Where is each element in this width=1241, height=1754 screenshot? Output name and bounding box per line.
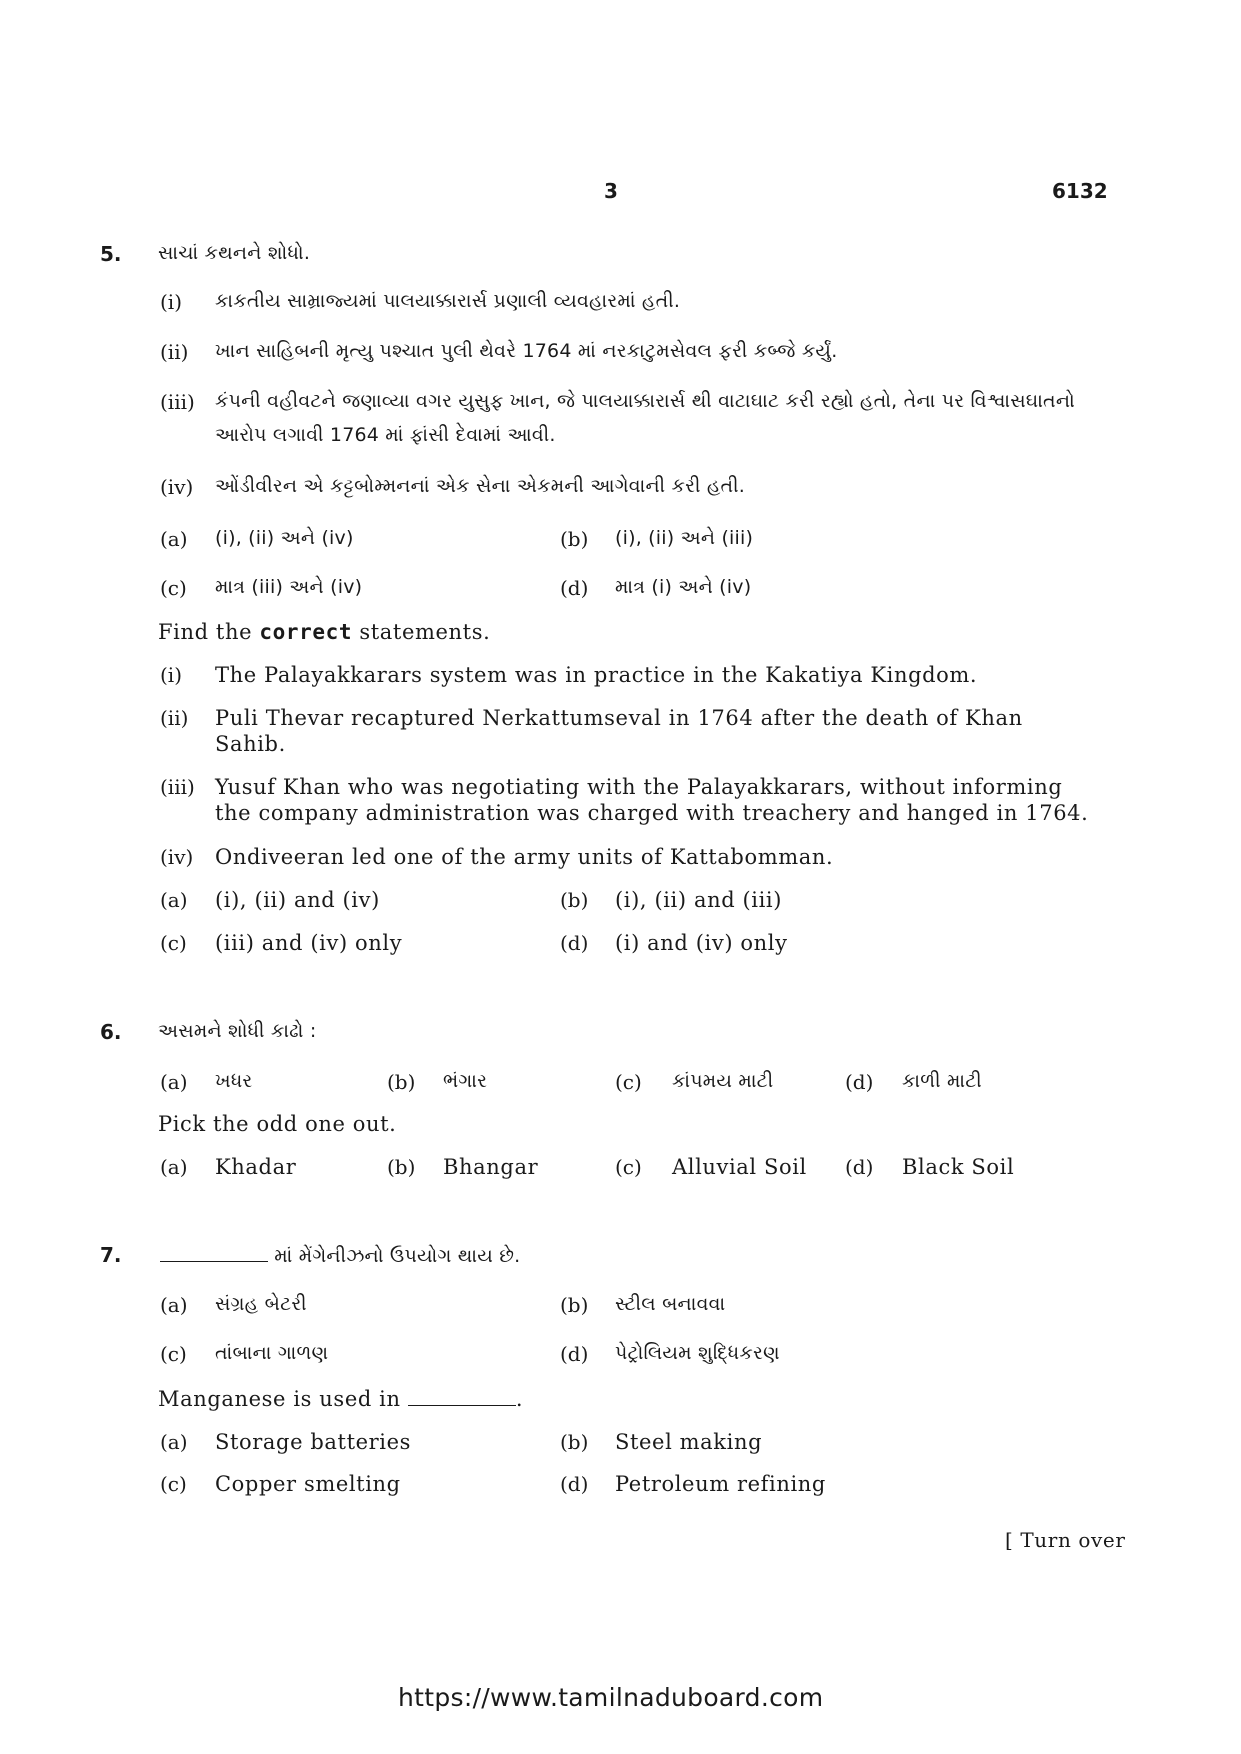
q5-en-stmt-text: Ondiveeran led one of the army units of Kattabomman. xyxy=(215,845,834,869)
q5-gu-stmt-label: (iv) xyxy=(160,475,194,499)
q7-gu-option-d: પેટ્રોલિયમ શુદ્ધિકરણ xyxy=(615,1342,780,1364)
q5-gu-option-a: (i), (ii) અને (iv) xyxy=(215,527,354,549)
q6-gu-option-label: (a) xyxy=(160,1070,188,1094)
footer-url: https://www.tamilnaduboard.com xyxy=(398,1683,824,1712)
q5-en-prompt-bold: correct xyxy=(259,620,353,644)
q6-en-option-label: (b) xyxy=(387,1155,416,1179)
q5-en-option-c: (iii) and (iv) only xyxy=(215,931,403,955)
q5-gu-stmt-text-cont: આરોપ લગાવી 1764 માં ફાંસી દેવામાં આવી. xyxy=(215,424,556,446)
q5-gu-stmt-text: કાકતીય સામ્રાજ્યમાં પાલયાક્કારાર્સ પ્રણાલી વ્યવહારમાં હતી. xyxy=(215,290,681,312)
q7-en-option-b: Steel making xyxy=(615,1430,763,1454)
q6-en-option-label: (c) xyxy=(615,1155,642,1179)
q5-en-stmt-text: Puli Thevar recaptured Nerkattumseval in 1764 after the death of Khan xyxy=(215,706,1023,730)
q7-en-option-label: (c) xyxy=(160,1472,187,1496)
q6-gu-option-c: કાંપમય માટી xyxy=(672,1070,774,1092)
q7-en-option-label: (a) xyxy=(160,1430,188,1454)
q5-en-option-b: (i), (ii) and (iii) xyxy=(615,888,783,912)
question-7-prompt-en xyxy=(158,1387,523,1411)
q5-en-stmt-label: (i) xyxy=(160,663,183,687)
q6-en-option-b: Bhangar xyxy=(443,1155,539,1179)
paper-code: 6132 xyxy=(1052,179,1108,203)
question-5-prompt-en xyxy=(158,620,490,644)
question-5-prompt-gu: સાચાં કથનને શોધો. xyxy=(158,242,311,264)
q5-gu-stmt-text: ખાન સાહિબની મૃત્યુ પશ્ચાત પુલી થેવરે 1764 માં નરકાટુમસેવલ ફરી કબ્જે કર્યું. xyxy=(215,340,838,362)
q7-gu-option-b: સ્ટીલ બનાવવા xyxy=(615,1293,726,1315)
q5-en-stmt-text-cont: Sahib. xyxy=(215,732,286,756)
q5-gu-stmt-label: (i) xyxy=(160,290,183,314)
turn-over-note: [ Turn over xyxy=(1005,1528,1126,1552)
q7-en-prompt-pre: Manganese is used in xyxy=(158,1387,408,1411)
q6-gu-option-label: (b) xyxy=(387,1070,416,1094)
fill-in-blank xyxy=(408,1387,516,1406)
q7-gu-option-label: (b) xyxy=(560,1293,589,1317)
q5-en-stmt-label: (iv) xyxy=(160,845,194,869)
q5-gu-stmt-label: (ii) xyxy=(160,340,189,364)
q7-gu-option-label: (a) xyxy=(160,1293,188,1317)
q6-en-option-label: (a) xyxy=(160,1155,188,1179)
q5-en-stmt-label: (iii) xyxy=(160,775,195,799)
q5-gu-option-label: (c) xyxy=(160,576,187,600)
question-7-prompt-gu xyxy=(160,1243,520,1267)
q7-gu-prompt-text: માં મેંગેનીઝનો ઉપયોગ થાય છે. xyxy=(268,1245,521,1267)
q5-en-prompt-post: statements. xyxy=(352,620,491,644)
q5-en-stmt-text: The Palayakkarars system was in practice in the Kakatiya Kingdom. xyxy=(215,663,978,687)
q7-en-option-a: Storage batteries xyxy=(215,1430,412,1454)
q6-gu-option-b: ભંગાર xyxy=(443,1070,488,1092)
q6-gu-option-label: (c) xyxy=(615,1070,642,1094)
q6-en-option-d: Black Soil xyxy=(902,1155,1015,1179)
q5-gu-option-label: (a) xyxy=(160,527,188,551)
q6-gu-option-label: (d) xyxy=(845,1070,874,1094)
q5-en-option-label: (c) xyxy=(160,931,187,955)
q7-en-option-d: Petroleum refining xyxy=(615,1472,826,1496)
q6-en-option-label: (d) xyxy=(845,1155,874,1179)
q5-en-option-label: (a) xyxy=(160,888,188,912)
q5-gu-option-c: માત્ર (iii) અને (iv) xyxy=(215,576,363,598)
q5-gu-option-b: (i), (ii) અને (iii) xyxy=(615,527,754,549)
q6-en-option-a: Khadar xyxy=(215,1155,297,1179)
question-6-number: 6. xyxy=(100,1020,122,1044)
q5-gu-stmt-label: (iii) xyxy=(160,390,195,414)
q5-en-stmt-label: (ii) xyxy=(160,706,189,730)
fill-in-blank xyxy=(160,1243,268,1262)
q5-gu-option-d: માત્ર (i) અને (iv) xyxy=(615,576,752,598)
q5-gu-stmt-text: ઓંડીવીરન એ કટ્ટબોમ્મનનાં એક સેના એકમની આગેવાની કરી હતી. xyxy=(215,475,746,497)
q5-en-option-d: (i) and (iv) only xyxy=(615,931,788,955)
q7-en-prompt-post: . xyxy=(515,1387,524,1411)
q5-en-prompt-pre: Find the xyxy=(158,620,260,644)
question-6-prompt-gu: અસમને શોધી કાઢો : xyxy=(158,1020,317,1042)
q7-gu-option-label: (d) xyxy=(560,1342,589,1366)
q7-gu-option-label: (c) xyxy=(160,1342,187,1366)
q6-gu-option-a: ખધર xyxy=(215,1070,253,1092)
question-7-number: 7. xyxy=(100,1243,122,1267)
q5-gu-option-label: (d) xyxy=(560,576,589,600)
q5-gu-stmt-text: કંપની વહીવટને જણાવ્યા વગર યુસુફ ખાન, જે પાલયાક્કારાર્સ થી વાટાઘાટ કરી રહ્યો હતો, તેના પર વિશ્વાસઘાતનો xyxy=(215,390,1075,412)
q5-en-stmt-text-cont: the company administration was charged with treachery and hanged in 1764. xyxy=(215,801,1089,825)
q5-en-option-a: (i), (ii) and (iv) xyxy=(215,888,380,912)
q5-en-stmt-text: Yusuf Khan who was negotiating with the Palayakkarars, without informing xyxy=(215,775,1063,799)
q7-gu-option-a: સંગ્રહ બેટરી xyxy=(215,1293,307,1315)
q5-gu-option-label: (b) xyxy=(560,527,589,551)
page-number: 3 xyxy=(604,179,618,203)
question-6-prompt-en: Pick the odd one out. xyxy=(158,1112,397,1136)
q7-en-option-label: (d) xyxy=(560,1472,589,1496)
q6-en-option-c: Alluvial Soil xyxy=(672,1155,807,1179)
q6-gu-option-d: કાળી માટી xyxy=(902,1070,982,1092)
q7-en-option-label: (b) xyxy=(560,1430,589,1454)
q7-en-option-c: Copper smelting xyxy=(215,1472,401,1496)
q5-en-option-label: (d) xyxy=(560,931,589,955)
question-5-number: 5. xyxy=(100,242,122,266)
q5-en-option-label: (b) xyxy=(560,888,589,912)
q7-gu-option-c: તાંબાના ગાળણ xyxy=(215,1342,329,1364)
